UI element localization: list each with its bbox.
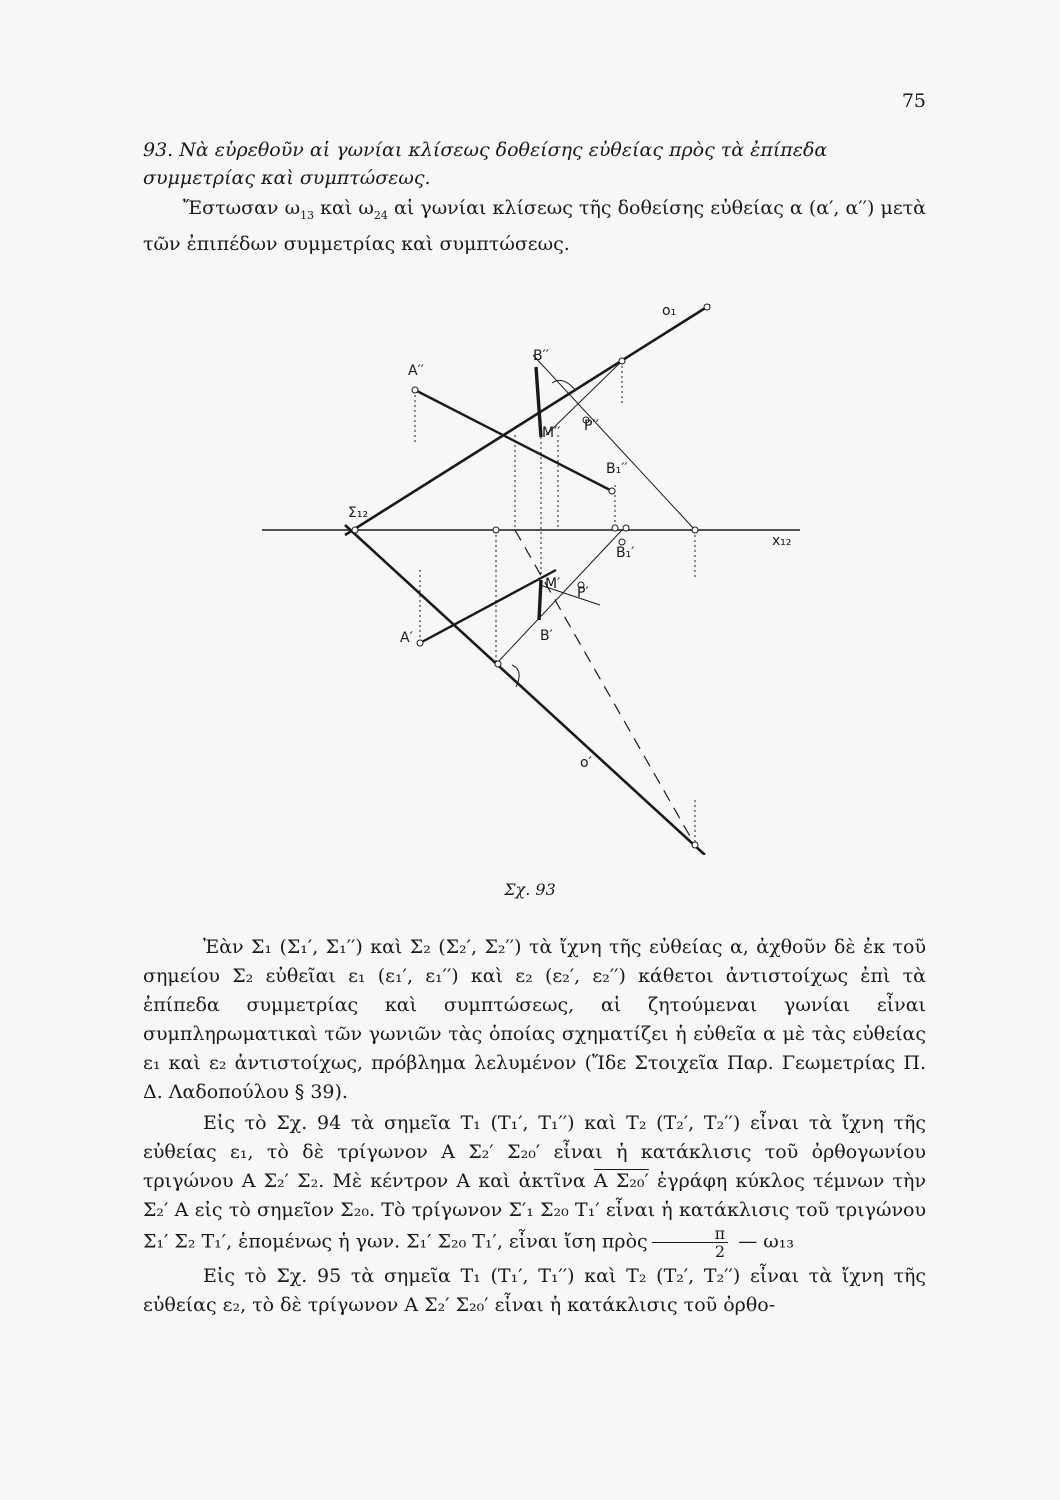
line-a-double-prime (415, 390, 612, 491)
fraction-numerator: π (652, 1225, 729, 1243)
problem-statement (143, 136, 926, 258)
label-m-prime: Μ′ (545, 576, 561, 592)
label-m-double-prime: Μ′′ (542, 425, 561, 441)
paragraph-2 (143, 1109, 926, 1260)
paragraph-2-text-a: Εἰς τὸ Σχ. 94 τὰ σημεῖα Τ₁ (Τ₁′, Τ₁′′) καὶ Τ₂ (Τ₂′, Τ₂′′) εἶναι τὰ ἴχνη τῆς εὐθείας ε₁, τὸ δὲ τρίγωνον Α Σ₂′ Σ₂₀′ εἶναι ἡ κατάκλισις τοῦ ὀρθογωνίου τριγώνου Α Σ₂′ Σ₂. Μὲ κέντρον Α καὶ ἀκτῖνα (143, 1112, 926, 1192)
label-p-double-prime: Ρ′′ (584, 418, 599, 434)
label-b-prime: Β′ (540, 628, 553, 644)
problem-title: Νὰ εὑρεθοῦν αἱ γωνίαι κλίσεως δοθείσης εὐθείας πρὸς τὰ ἐπίπεδα συμμετρίας καὶ συμπτώσεως. (143, 139, 828, 189)
paragraph-2-text-c: — ω₁₃ (732, 1230, 794, 1253)
problem-heading (143, 136, 926, 192)
trace-line-upper (345, 305, 710, 535)
segment-b-double-prime (536, 367, 541, 437)
figure-caption: Σχ. 93 (504, 880, 556, 899)
body-text (143, 933, 926, 1322)
segment-b-prime (539, 580, 541, 620)
paragraph-3: Εἰς τὸ Σχ. 95 τὰ σημεῖα Τ₁ (Τ₁′, Τ₁′′) καὶ Τ₂ (Τ₂′, Τ₂′′) εἶναι τὰ ἴχνη τῆς εὐθείας ε₂, τὸ δὲ τρίγωνον Α Σ₂′ Σ₂₀′ εἶναι ἡ κατάκλισις τοῦ ὀρθο- (143, 1265, 926, 1316)
construction-line-1 (533, 355, 695, 530)
construction-line-3 (497, 530, 622, 663)
problem-number: 93. (143, 139, 174, 161)
label-sigma-12: Σ₁₂ (348, 505, 369, 521)
label-b-double-prime: Β′′ (533, 348, 549, 364)
intro-text-c: αἱ γωνίαι κλίσεως τῆς δοθείσης εὐθείας α (α′, α′′) μετὰ τῶν ἐπιπέδων συμμετρίας καὶ συμπτώσεως. (143, 197, 927, 255)
problem-intro (143, 194, 926, 258)
geometry-figure (240, 295, 820, 855)
angle-arc-upper (552, 380, 576, 391)
label-a-double-prime: Α′′ (408, 363, 424, 379)
figure-points (352, 304, 710, 848)
intro-text-b: καὶ ω (314, 197, 374, 219)
figure-svg (240, 295, 820, 855)
trace-line-lower (345, 525, 705, 855)
label-a-prime: Α′ (400, 630, 413, 646)
label-o1: ο₁ (662, 303, 677, 319)
label-o-prime: ο′ (580, 755, 592, 771)
intro-text-a: Ἔστωσαν ω (183, 197, 301, 219)
intro-subscript-1: 13 (300, 208, 315, 222)
page-number: 75 (901, 90, 926, 112)
intro-subscript-2: 24 (373, 208, 388, 222)
fraction-denominator: 2 (714, 1242, 725, 1261)
label-b1-double-prime: Β₁′′ (606, 461, 628, 477)
line-a-prime (420, 570, 556, 643)
paragraph-2-text-b: ἐγράφη κύκλος τέμνων τὴν Σ₂′ Α εἰς τὸ σημεῖον Σ₂₀. Τὸ τρίγωνον Σ′₁ Σ₂₀ Τ₁′ εἶναι ἡ κατάκλισις τοῦ τριγώνου Σ₁′ Σ₂ Τ₁′, ἑπομένως ἡ γων. Σ₁′ Σ₂₀ Τ₁′, εἶναι ἴση πρὸς (143, 1170, 926, 1253)
paragraph-2-overline: Α Σ₂₀′ (593, 1170, 649, 1192)
label-b1-prime: Β₁′ (616, 545, 635, 561)
fraction-pi-over-2 (652, 1225, 729, 1260)
label-p-prime: Ρ′ (577, 585, 589, 601)
label-x12: x₁₂ (772, 533, 792, 549)
paragraph-1: Ἐὰν Σ₁ (Σ₁′, Σ₁′′) καὶ Σ₂ (Σ₂′, Σ₂′′) τὰ ἴχνη τῆς εὐθείας α, ἀχθοῦν δὲ ἐκ τοῦ σημείου Σ₂ εὐθεῖαι ε₁ (ε₁′, ε₁′′) καὶ ε₂ (ε₂′, ε₂′′) κάθετοι ἀντιστοίχως ἐπὶ τὰ ἐπίπεδα συμμετρίας καὶ συμπτώσεως, αἱ ζητούμεναι γωνίαι εἶναι συμπληρωματικαὶ τῶν γωνιῶν τὰς ὁποίας σχηματίζει ἡ εὐθεῖα α μὲ τὰς εὐθείας ε₁ καὶ ε₂ ἀντιστοίχως, πρόβλημα λελυμένον (Ἴδε Στοιχεῖα Παρ. Γεωμετρίας Π. Δ. Λαδοπούλου § 39). (143, 936, 926, 1103)
